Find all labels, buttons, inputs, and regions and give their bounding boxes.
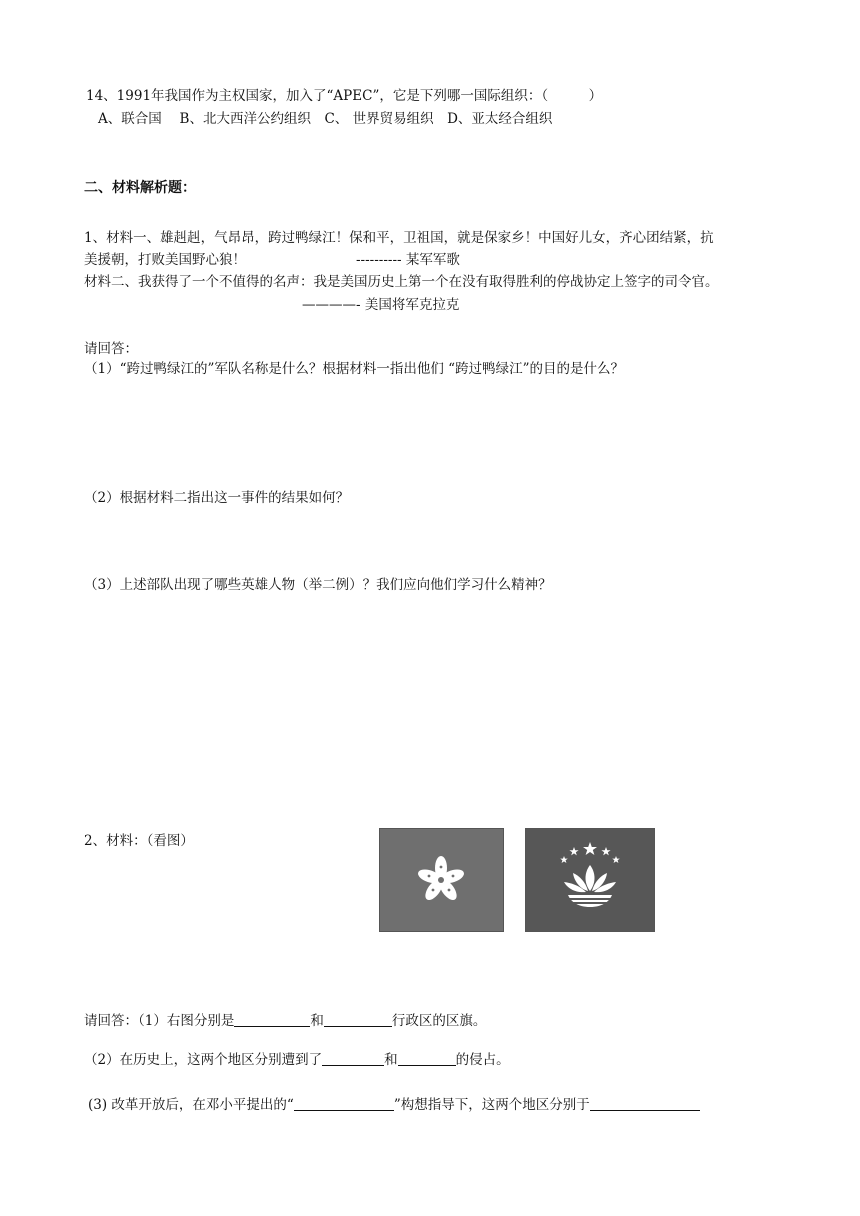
material-1-source: ---------- 某军军歌 — [356, 252, 460, 268]
q3-text-b: ”构想指导下，这两个地区分别于 — [393, 1097, 590, 1113]
lotus-stars-icon — [526, 829, 654, 931]
q1-text-c: 行政区的区旗。 — [391, 1013, 487, 1029]
macau-flag — [525, 828, 655, 932]
answer-blank[interactable] — [234, 1012, 310, 1027]
q2-text-b: 和 — [384, 1052, 398, 1068]
section-title: 二、材料解析题： — [84, 180, 196, 196]
item-2-label: 2、材料：（看图） — [84, 833, 194, 849]
bauhinia-icon — [380, 829, 503, 931]
q1-text-a: 请回答：（1）右图分别是 — [84, 1013, 235, 1029]
q1-text-b: 和 — [310, 1013, 324, 1029]
q14-options: A、联合国 B、北大西洋公约组织 C、 世界贸易组织 D、亚太经合组织 — [98, 111, 553, 127]
material-1-line-2: 美援朝，打败美国野心狼！ — [84, 252, 246, 268]
q3-text-a: (3) 改革开放后，在邓小平提出的“ — [88, 1097, 294, 1113]
sub-question-3: （3）上述部队出现了哪些英雄人物（举二例）？我们应向他们学习什么精神？ — [84, 577, 552, 593]
answer-prompt: 请回答： — [84, 341, 138, 357]
answer-blank[interactable] — [398, 1051, 456, 1066]
material-2-source: ————- 美国将军克拉克 — [302, 297, 460, 313]
q2-text-c: 的侵占。 — [455, 1052, 510, 1068]
answer-blank[interactable] — [324, 1012, 392, 1027]
sub-question-2: （2）根据材料二指出这一事件的结果如何？ — [84, 490, 350, 506]
material-2-line: 材料二、我获得了一个不值得的名声：我是美国历史上第一个在没有取得胜利的停战协定上签字的司令官。 — [84, 274, 719, 290]
answer-blank[interactable] — [590, 1096, 700, 1111]
hong-kong-flag — [379, 828, 504, 932]
item-2-question-3 — [88, 1095, 700, 1115]
material-1-line-1: 1、材料一、雄赳赳，气昂昂，跨过鸭绿江！保和平，卫祖国，就是保家乡！中国好儿女，齐心团结紧，抗 — [84, 230, 714, 246]
q2-text-a: （2）在历史上，这两个地区分别遭到了 — [84, 1052, 323, 1068]
item-2-question-2 — [84, 1050, 510, 1070]
q14-stem: 14、1991年我国作为主权国家，加入了“APEC”，它是下列哪一国际组织：（ ） — [86, 88, 603, 104]
answer-blank[interactable] — [322, 1051, 384, 1066]
answer-blank[interactable] — [294, 1096, 394, 1111]
sub-question-1: （1）“跨过鸭绿江的”军队名称是什么？根据材料一指出他们 “跨过鸭绿江”的目的是什么？ — [84, 361, 624, 377]
item-2-question-1 — [84, 1011, 486, 1031]
